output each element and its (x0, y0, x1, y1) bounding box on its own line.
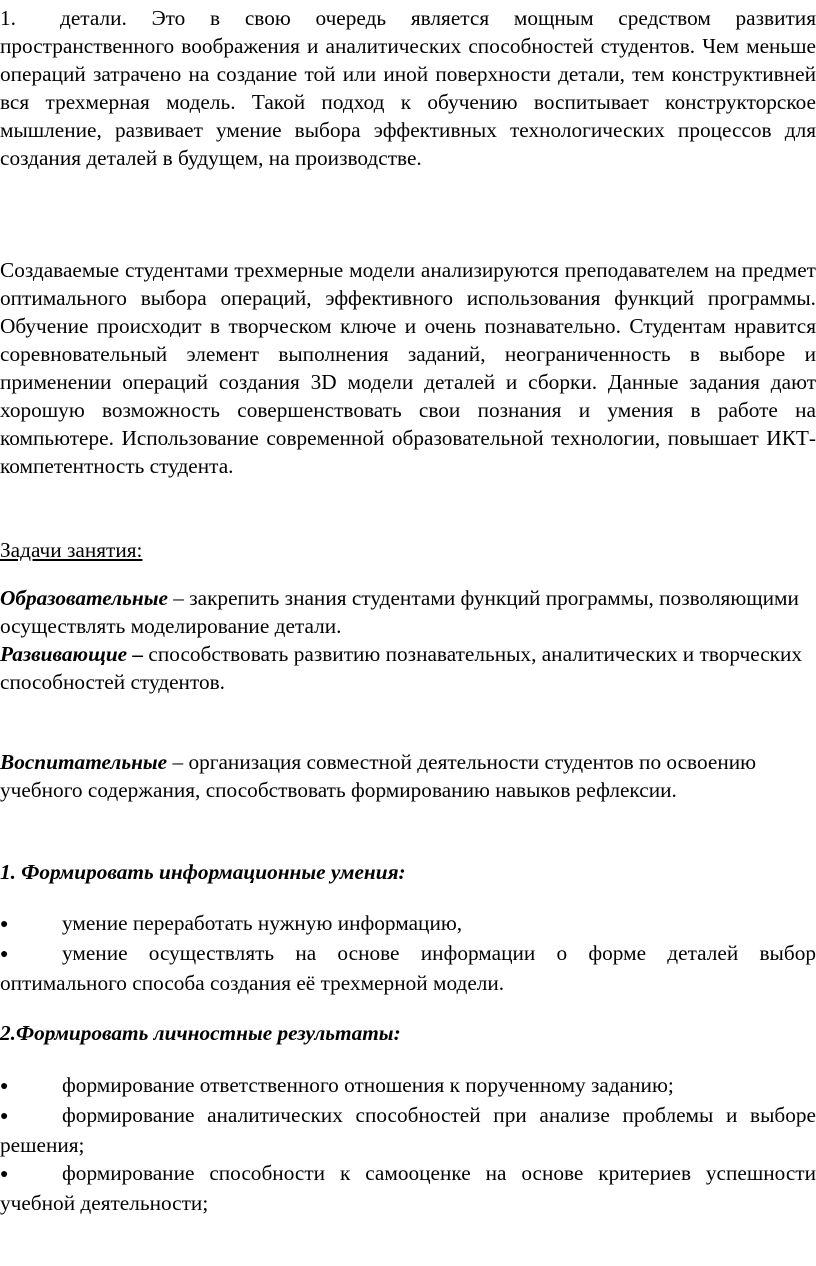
bullet-icon: ● (0, 1167, 9, 1182)
intro-text: детали. Это в свою очередь является мощным средством развития пространственного воображения и аналитических способностей студентов. Чем меньше операций затрачено на создание той или иной поверхности детали, тем конструктивней вся трехмерная модель. Такой подход к обучению воспитывает конструкторское мышление, развивает умение выбора эффективных технологических процессов для создания деталей в будущем, на производстве. (0, 6, 816, 170)
list-item (0, 1101, 816, 1159)
list-item-text: формирование способности к самооценке на основе критериев успешности учебной деятельности; (0, 1161, 816, 1215)
goal-upbringing (0, 748, 816, 804)
intro-paragraph (0, 4, 816, 172)
goal-educational-text: – закрепить знания студентами функций программы, позволяющими осуществлять моделирование детали. (0, 586, 799, 638)
list-item (0, 1159, 816, 1217)
list-item-text: умение осуществлять на основе информации о форме деталей выбор оптимального способа создания её трехмерной модели. (0, 941, 816, 995)
bullet-icon: ● (0, 917, 9, 932)
list-item-text: формирование ответственного отношения к порученному заданию; (62, 1073, 674, 1097)
goal-educational (0, 584, 816, 640)
tasks-heading (0, 536, 816, 564)
tasks-heading-text: Задачи занятия: (0, 538, 143, 562)
list-item (0, 909, 816, 939)
bullet-icon: ● (0, 1109, 9, 1124)
list-item-text: умение переработать нужную информацию, (62, 911, 463, 935)
list-item (0, 939, 816, 997)
goal-developing (0, 640, 816, 696)
goal-upbringing-text: – организация совместной деятельности студентов по освоению учебного содержания, способствовать формированию навыков рефлексии. (0, 750, 757, 802)
goal-upbringing-label: Воспитательные (0, 750, 168, 774)
list-number: 1. (0, 6, 16, 30)
bullet-icon: ● (0, 1079, 9, 1094)
list-item (0, 1071, 816, 1101)
bullet-icon: ● (0, 947, 9, 962)
goal-developing-text: способствовать развитию познавательных, аналитических и творческих способностей студентов. (0, 642, 803, 694)
list-item-text: формирование аналитических способностей при анализе проблемы и выборе решения; (0, 1103, 816, 1157)
analysis-paragraph: Создаваемые студентами трехмерные модели анализируются преподавателем на предмет оптимального выбора операций, эффективного использования функций программы. Обучение происходит в творческом ключе и очень познавательно. Студентам нравится соревновательный элемент выполнения заданий, неограниченность в выборе и применении операций создания 3D модели деталей и сборки. Данные задания дают хорошую возможность совершенствовать свои познания и умения в работе на компьютере. Использование современной образовательной технологии, повышает ИКТ-компетентность студента. (0, 258, 816, 478)
goal-educational-label: Образовательные (0, 586, 168, 610)
section1-heading: 1. Формировать информационные умения: (0, 860, 406, 884)
goal-developing-label: Развивающие – (0, 642, 144, 666)
section2-heading: 2.Формировать личностные результаты: (0, 1021, 401, 1045)
